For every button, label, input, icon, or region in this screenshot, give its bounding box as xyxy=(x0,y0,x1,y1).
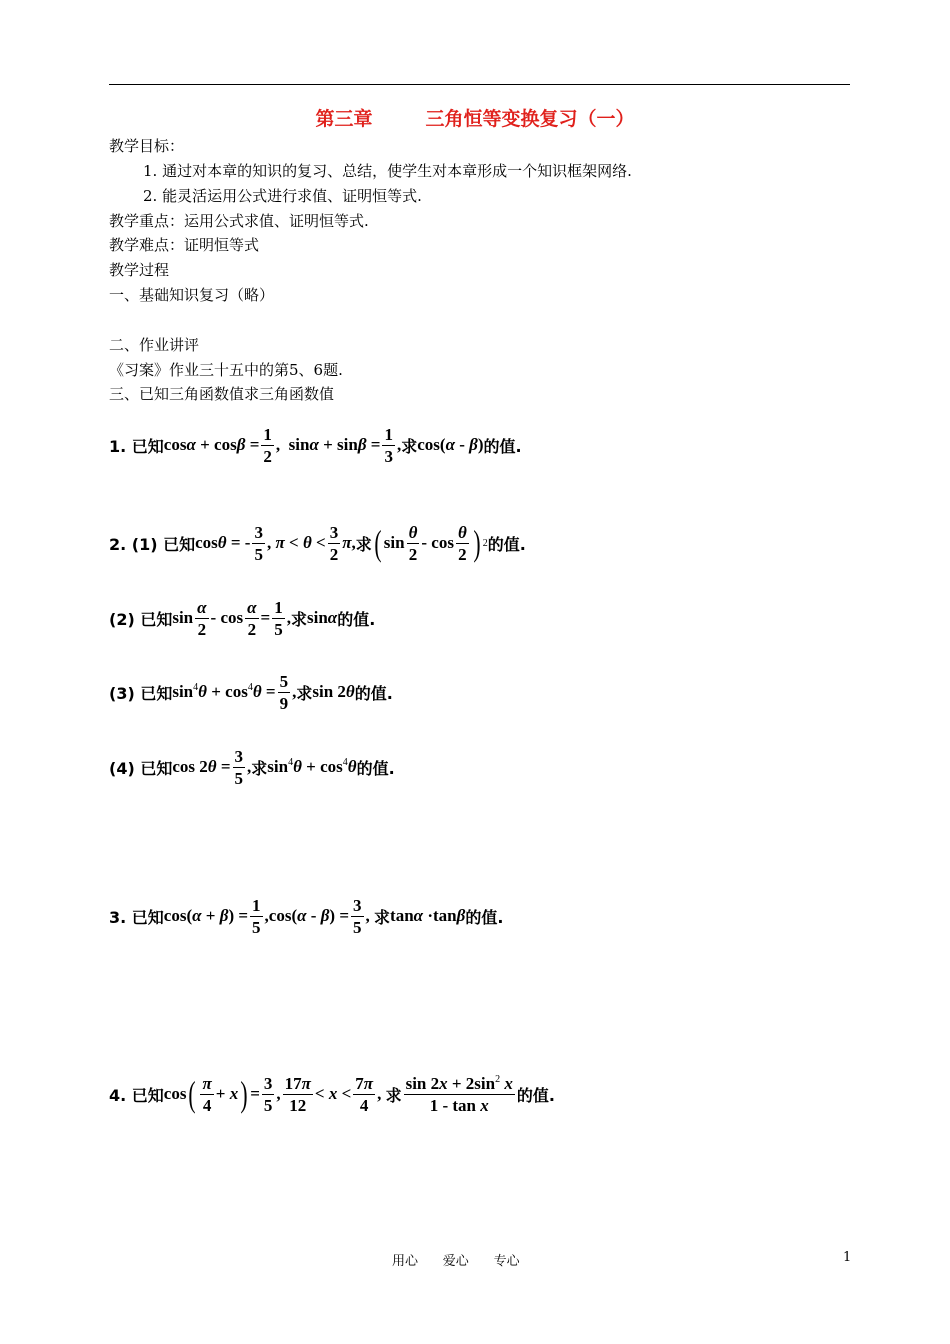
problem-2-3: (3) 已知 $\sin^4\theta + \cos^4\theta$ = $\frac{5}{9}$ , 求 sin 2θ 的值. xyxy=(109,671,393,713)
problem-3: 3. 已知 cos(α + β) = $\frac{1}{5}$ ,cos(α - β) = $\frac{3}{5}$ , 求 tanα ·tanβ 的值. xyxy=(109,895,504,937)
process-heading: 教学过程 xyxy=(109,261,170,279)
key-points: 教学重点：运用公式求值、证明恒等式. xyxy=(109,212,369,230)
page-title: 第三章 三角恒等变换复习（一） xyxy=(315,108,635,130)
footer-motto: 用心 爱心 专心 xyxy=(392,1254,520,1269)
difficult-points: 教学难点：证明恒等式 xyxy=(109,236,260,254)
section-1: 一、基础知识复习（略） xyxy=(109,286,275,304)
page-number: 1 xyxy=(843,1250,852,1265)
problem-2-2: (2) 已知 sin α 2 - cos $\frac{\alpha}{2}$ = $\frac{1}{5}$ , 求 sinα 的值. xyxy=(109,597,376,639)
section-3: 三、已知三角函数值求三角函数值 xyxy=(109,385,335,403)
objective-2: 2. 能灵活运用公式进行求值、证明恒等式. xyxy=(143,187,422,205)
problem-1: 1. 已知 cosα + cosβ = $\frac{1}{2}$ , sinα + sinβ = $\frac{1}{3}$ , 求 cos(α - β) 的值. xyxy=(109,424,522,466)
problem-2-1: 2. (1) 已知 cosθ = - 3 5 , π < θ < 3 2 π, 求 ( sin θ 2 - cos θ 2 ) 2 的值. xyxy=(109,522,526,564)
objective-1: 1. 通过对本章的知识的复习、总结，使学生对本章形成一个知识框架网络. xyxy=(143,162,632,180)
problem-4: 4. 已知 cos ( π 4 + x ) = $\frac{3}{5}$ , 17π 12 < x < 7π 4 , 求 $\sin 2x + 2\sin^2$ x 1 - tan x 的值. xyxy=(109,1073,555,1115)
header-rule xyxy=(109,84,850,85)
objectives-heading: 教学目标： xyxy=(109,137,185,155)
section-2: 二、作业讲评 xyxy=(109,336,200,354)
homework-ref: 《习案》作业三十五中的第5、6题. xyxy=(109,361,343,379)
problem-2-4: (4) 已知 cos 2θ = $\frac{3}{5}$ , 求 $\sin^4\theta + \cos^4\theta$ 的值. xyxy=(109,746,395,788)
